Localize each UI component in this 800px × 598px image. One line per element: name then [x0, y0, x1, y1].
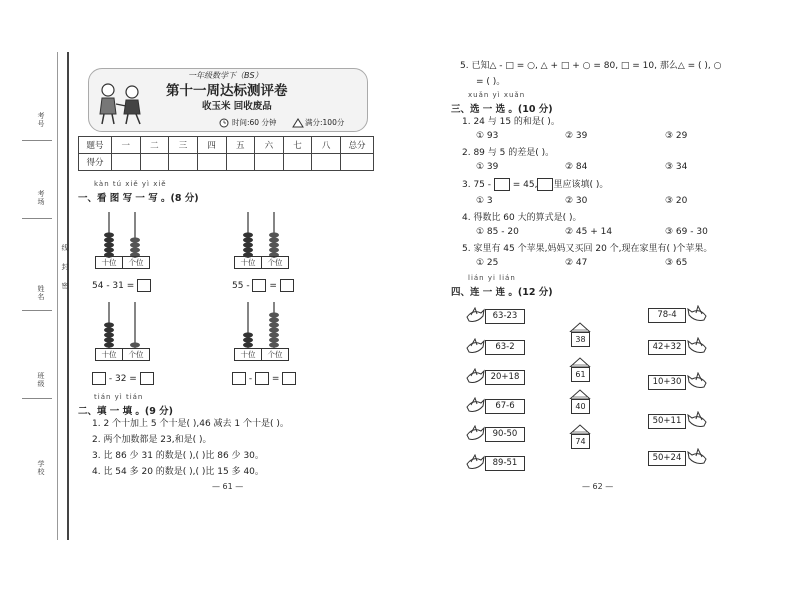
equation-4-text-b: =	[271, 374, 280, 384]
equation-2-text-b: =	[269, 281, 277, 291]
left-bird-expression: 89-51	[485, 456, 525, 471]
equation-1-text: 54 - 31 =	[92, 281, 135, 291]
seal-xian: 线	[61, 244, 69, 252]
equation-2-text-a: 55 -	[232, 281, 250, 291]
score-table-score-row	[79, 154, 374, 171]
exam-time: 时间:60 分钟	[232, 118, 277, 127]
place-box-d	[234, 348, 289, 361]
house-4[interactable]	[569, 424, 591, 450]
right-bird-expression: 50+24	[648, 451, 686, 466]
left-bird-expression: 90-50	[485, 427, 525, 442]
score-header-cell: 总分	[341, 137, 374, 154]
right-bird-3[interactable]	[648, 372, 710, 392]
exam-score: 满分:100分	[305, 118, 345, 127]
left-bird-expression: 67-6	[485, 399, 525, 414]
answer-box[interactable]	[92, 372, 106, 385]
kids-illustration	[94, 80, 150, 128]
q5-line-1: 5. 已知△ - □ = ○, △ + □ + ○ = 80, □ = 10, 那么△ = ( ), ○	[460, 61, 722, 71]
choice-q3-text-c: 里应该填( )。	[553, 180, 609, 190]
equation-1	[92, 279, 151, 292]
page-number-right: — 62 —	[582, 482, 614, 491]
choice-q1: 1. 24 与 15 的和是( )。	[462, 117, 560, 127]
bird-icon	[686, 448, 708, 468]
label-class: 班级	[37, 372, 45, 388]
score-row-label: 得分	[79, 154, 112, 171]
answer-box[interactable]	[252, 279, 266, 292]
answer-box[interactable]	[232, 372, 246, 385]
fill-item-4: 4. 比 54 多 20 的数是( ),( )比 15 多 40。	[92, 467, 264, 477]
place-box-c	[95, 348, 150, 361]
right-bird-5[interactable]	[648, 448, 710, 468]
house-number: 40	[571, 399, 590, 414]
choice-q3-text-a: 3. 75 -	[462, 180, 492, 190]
choice-q1-opt1[interactable]: ① 93	[476, 131, 499, 141]
abacus-d	[234, 300, 288, 350]
bird-icon	[686, 372, 708, 392]
section3-title: 三、选 一 选 。(10 分)	[451, 104, 553, 115]
place-tens-label: 十位	[234, 348, 262, 361]
bird-icon	[465, 454, 485, 472]
fill-item-1: 1. 2 个十加上 5 个十是( ),46 减去 1 个十是( )。	[92, 419, 289, 429]
right-bird-expression: 10+30	[648, 375, 686, 390]
bird-icon	[465, 397, 485, 415]
binding-short-rule-3	[22, 310, 52, 311]
score-header-cell: 八	[312, 137, 341, 154]
score-header-cell: 七	[283, 137, 312, 154]
binding-short-rule-1	[22, 140, 52, 141]
choice-q2-opt2[interactable]: ② 84	[565, 162, 588, 172]
house-number: 61	[571, 367, 590, 382]
choice-q5: 5. 家里有 45 个苹果,妈妈又买回 20 个,现在家里有( )个苹果。	[462, 244, 713, 254]
bird-icon	[686, 337, 708, 357]
exam-subtitle: 收玉米 回收废品	[202, 101, 272, 112]
house-1[interactable]	[569, 322, 591, 348]
section1-title: 一、看 图 写 一 写 。(8 分)	[78, 193, 199, 204]
equation-2	[232, 279, 294, 292]
score-table-header-row	[79, 137, 374, 154]
seal-feng: 封	[61, 263, 69, 271]
choice-q3-opt2[interactable]: ② 30	[565, 196, 588, 206]
section2-title: 二、填 一 填 。(9 分)	[78, 406, 174, 417]
left-bird-expression: 20+18	[485, 370, 525, 385]
place-ones-label: 个位	[123, 348, 150, 361]
house-2[interactable]	[569, 357, 591, 383]
house-number: 38	[571, 332, 590, 347]
score-input-cell[interactable]	[283, 154, 312, 171]
right-bird-2[interactable]	[648, 337, 710, 357]
place-box-b	[234, 256, 289, 269]
house-icon	[569, 357, 591, 367]
score-header-cell: 三	[169, 137, 198, 154]
choice-q5-opt2[interactable]: ② 47	[565, 258, 588, 268]
choice-q5-opt3[interactable]: ③ 65	[665, 258, 688, 268]
choice-q4-opt2[interactable]: ② 45 + 14	[565, 227, 613, 237]
answer-box[interactable]	[140, 372, 154, 385]
binding-short-rule-4	[22, 398, 52, 399]
place-ones-label: 个位	[262, 256, 289, 269]
house-3[interactable]	[569, 389, 591, 415]
score-input-cell[interactable]	[312, 154, 341, 171]
place-ones-label: 个位	[123, 256, 150, 269]
choice-q4: 4. 得数比 60 大的算式是( )。	[462, 213, 582, 223]
label-name: 姓名	[37, 285, 45, 301]
exam-title: 第十一周达标测评卷	[166, 83, 288, 99]
left-bird-expression: 63-23	[485, 309, 525, 324]
place-box-a	[95, 256, 150, 269]
score-header-cell: 二	[140, 137, 169, 154]
equation-3	[92, 372, 154, 385]
choice-q3-text-b: = 45,	[512, 180, 538, 190]
score-input-cell[interactable]	[255, 154, 284, 171]
section2-pinyin: tián yì tián	[94, 393, 144, 401]
bird-icon	[686, 305, 708, 325]
section3-pinyin: xuǎn yì xuǎn	[468, 91, 526, 99]
house-number: 74	[571, 434, 590, 449]
score-table	[78, 136, 374, 171]
page-number-left: — 61 —	[212, 482, 244, 491]
binding-short-rule-2	[22, 218, 52, 219]
left-bird-4[interactable]	[465, 397, 525, 415]
seal-mi: 密	[61, 282, 69, 290]
right-bird-1[interactable]	[648, 305, 710, 325]
score-input-cell[interactable]	[169, 154, 198, 171]
place-tens-label: 十位	[234, 256, 262, 269]
left-bird-3[interactable]	[465, 368, 525, 386]
left-bird-6[interactable]	[465, 454, 525, 472]
answer-box[interactable]	[537, 178, 553, 191]
choice-q5-opt1[interactable]: ① 25	[476, 258, 499, 268]
score-icon	[292, 118, 304, 128]
score-input-cell[interactable]	[112, 154, 141, 171]
binding-line	[67, 52, 69, 540]
left-bird-1[interactable]	[465, 307, 525, 325]
bird-icon	[465, 307, 485, 325]
right-bird-expression: 50+11	[648, 414, 686, 429]
choice-q3	[462, 178, 608, 191]
left-bird-5[interactable]	[465, 425, 525, 443]
choice-q4-opt3[interactable]: ③ 69 - 30	[665, 227, 708, 237]
score-input-cell[interactable]	[226, 154, 255, 171]
score-header-cell: 五	[226, 137, 255, 154]
choice-q2-opt1[interactable]: ① 39	[476, 162, 499, 172]
section4-pinyin: lián yi lián	[468, 274, 516, 282]
choice-q3-opt1[interactable]: ① 3	[476, 196, 493, 206]
place-tens-label: 十位	[95, 348, 123, 361]
left-bird-2[interactable]	[465, 338, 525, 356]
place-tens-label: 十位	[95, 256, 123, 269]
answer-box[interactable]	[282, 372, 296, 385]
fill-item-2: 2. 两个加数都是 23,和是( )。	[92, 435, 212, 445]
place-ones-label: 个位	[262, 348, 289, 361]
answer-box[interactable]	[255, 372, 269, 385]
choice-q4-opt1[interactable]: ① 85 - 20	[476, 227, 519, 237]
choice-q1-opt2[interactable]: ② 39	[565, 131, 588, 141]
fill-item-3: 3. 比 86 少 31 的数是( ),( )比 86 少 30。	[92, 451, 264, 461]
house-icon	[569, 424, 591, 434]
label-exam-number: 考号	[37, 112, 45, 128]
score-header-cell: 一	[112, 137, 141, 154]
bird-icon	[686, 411, 708, 431]
choice-q2-opt3[interactable]: ③ 34	[665, 162, 688, 172]
series-label: 一年级数学下（BS）	[188, 71, 263, 80]
choice-q2: 2. 89 与 5 的差是( )。	[462, 148, 555, 158]
right-bird-expression: 42+32	[648, 340, 686, 355]
bird-icon	[465, 368, 485, 386]
score-header-cell: 四	[197, 137, 226, 154]
choice-q1-opt3[interactable]: ③ 29	[665, 131, 688, 141]
answer-box[interactable]	[494, 178, 510, 191]
section4-title: 四、连 一 连 。(12 分)	[451, 287, 553, 298]
answer-box[interactable]	[137, 279, 151, 292]
house-icon	[569, 322, 591, 332]
equation-4	[232, 372, 296, 385]
score-input-cell[interactable]	[341, 154, 374, 171]
clock-icon	[218, 118, 230, 128]
house-icon	[569, 389, 591, 399]
answer-box[interactable]	[280, 279, 294, 292]
binding-line-inner	[57, 52, 58, 540]
bird-icon	[465, 338, 485, 356]
label-exam-room: 考场	[37, 190, 45, 206]
bird-icon	[465, 425, 485, 443]
left-bird-expression: 63-2	[485, 340, 525, 355]
score-input-cell[interactable]	[140, 154, 169, 171]
equation-4-text-a: -	[248, 374, 253, 384]
equation-3-text: - 32 =	[108, 374, 137, 384]
right-bird-expression: 78-4	[648, 308, 686, 323]
score-header-cell: 题号	[79, 137, 112, 154]
q5-line-2: = ( )。	[476, 77, 506, 87]
choice-q3-opt3[interactable]: ③ 20	[665, 196, 688, 206]
score-header-cell: 六	[255, 137, 284, 154]
label-school: 学校	[37, 460, 45, 476]
score-input-cell[interactable]	[197, 154, 226, 171]
abacus-c	[95, 300, 149, 350]
section1-pinyin: kàn tú xiě yì xiě	[94, 180, 167, 188]
right-bird-4[interactable]	[648, 411, 710, 431]
